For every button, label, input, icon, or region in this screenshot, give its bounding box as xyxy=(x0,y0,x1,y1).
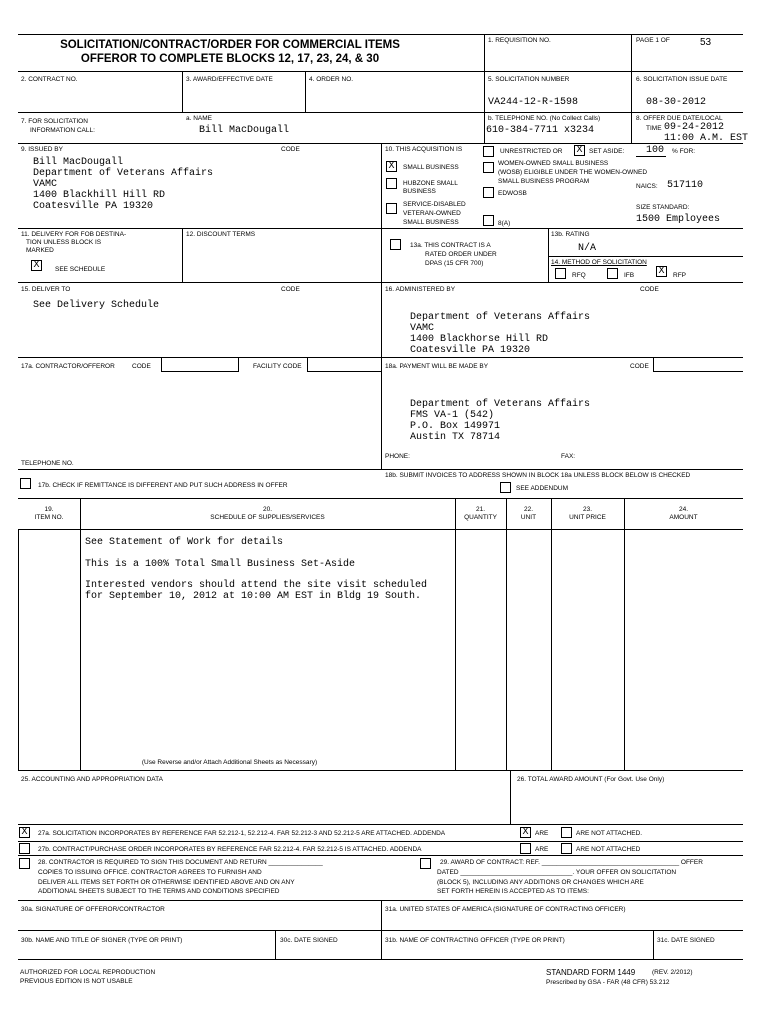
form-title-line2: OFFEROR TO COMPLETE BLOCKS 12, 17, 23, 24, & 30 xyxy=(80,53,380,65)
telephone-no-label: TELEPHONE NO. xyxy=(21,460,74,467)
acquisition-label: 10. THIS ACQUISITION IS xyxy=(385,146,463,153)
item-27a-label: 27a. SOLICITATION INCORPORATES BY REFERENCE FAR 52.212-1, 52.212-4. FAR 52.212-3 AND 52.212-5 ARE ATTACHED. ADDENDA xyxy=(38,830,446,837)
item-27a-checkbox[interactable]: X xyxy=(19,827,30,838)
item-29-line-3: (BLOCK 5), INCLUDING ANY ADDITIONS OR CHANGES WHICH ARE xyxy=(437,879,644,886)
footer-form-name: STANDARD FORM 1449 xyxy=(546,968,636,977)
item-28-line-2: COPIES TO ISSUING OFFICE. CONTRACTOR AGREES TO FURNISH AND xyxy=(38,869,262,876)
sig-31b-label: 31b. NAME OF CONTRACTING OFFICER (TYPE OR PRINT) xyxy=(385,937,565,944)
issued-by-code-label: CODE xyxy=(281,146,300,153)
offer-due-label: 8. OFFER DUE DATE/LOCAL xyxy=(636,115,723,122)
col-23-header xyxy=(551,506,624,522)
administered-code-label: CODE xyxy=(640,286,659,293)
wosb-label-1: WOMEN-OWNED SMALL BUSINESS xyxy=(498,160,609,167)
item-28-line-1: 28. CONTRACTOR IS REQUIRED TO SIGN THIS DOCUMENT AND RETURN _______________ xyxy=(38,859,323,866)
remittance-checkbox[interactable] xyxy=(20,478,31,489)
offer-due-time: 11:00 A.M. EST xyxy=(664,133,749,144)
schedule-line-1: See Statement of Work for details xyxy=(85,537,284,548)
naics-label: NAICS: xyxy=(636,183,658,190)
information-call-label: INFORMATION CALL: xyxy=(30,127,95,134)
col-24-header xyxy=(624,506,743,522)
col-20-header xyxy=(80,506,455,522)
payment-line-4: Austin TX 78714 xyxy=(410,432,501,443)
contractor-code-field[interactable] xyxy=(161,358,239,372)
remittance-label: 17b. CHECK IF REMITTANCE IS DIFFERENT AND PUT SUCH ADDRESS IN OFFER xyxy=(38,482,288,489)
issued-by-line-4: 1400 Blackhill Hill RD xyxy=(33,190,166,201)
footer-prescribed: Prescribed by GSA - FAR (48 CFR) 53.212 xyxy=(546,979,670,986)
rated-label-2: RATED ORDER UNDER xyxy=(425,251,497,258)
for-solicitation-label: 7. FOR SOLICITATION xyxy=(21,118,88,125)
rated-label-3: DPAS (15 CFR 700) xyxy=(425,260,484,267)
fax-label: FAX: xyxy=(561,453,576,460)
administered-line-2: VAMC xyxy=(410,323,435,334)
solicitation-no-value: VA244-12-R-1598 xyxy=(488,97,579,108)
facility-code-label: FACILITY CODE xyxy=(253,363,302,370)
size-standard-value: 1500 Employees xyxy=(636,214,721,225)
item-27b-are-not-label: ARE NOT ATTACHED xyxy=(576,846,641,853)
facility-code-field[interactable] xyxy=(307,358,381,372)
sdvosb-label-1: SERVICE-DISABLED xyxy=(403,201,466,208)
method-label: 14. METHOD OF SOLICITATION xyxy=(551,259,647,266)
percent-for-label: % FOR: xyxy=(672,148,696,155)
telephone-value: 610-384-7711 x3234 xyxy=(486,125,595,136)
payment-code-label: CODE xyxy=(630,363,649,370)
sig-31c-label: 31c. DATE SIGNED xyxy=(657,937,715,944)
order-no-label: 4. ORDER NO. xyxy=(309,76,354,83)
item-28-checkbox[interactable] xyxy=(19,858,30,869)
set-aside-label: SET ASIDE: xyxy=(589,148,625,155)
rating-label: 13b. RATING xyxy=(551,231,590,238)
payment-line-1: Department of Veterans Affairs xyxy=(410,399,591,410)
issued-by-label: 9. ISSUED BY xyxy=(21,146,63,153)
deliver-to-value: See Delivery Schedule xyxy=(33,300,160,311)
see-schedule-checkbox[interactable]: X xyxy=(31,260,42,271)
fob-label-1: 11. DELIVERY FOR FOB DESTINA- xyxy=(21,231,127,238)
item-27b-are-checkbox[interactable] xyxy=(520,843,531,854)
edwosb-label: EDWOSB xyxy=(498,190,527,197)
edwosb-checkbox[interactable] xyxy=(483,187,494,198)
footer-authorized: AUTHORIZED FOR LOCAL REPRODUCTION xyxy=(20,969,156,976)
total-award-label: 26. TOTAL AWARD AMOUNT (For Govt. Use Only) xyxy=(517,776,665,783)
set-aside-percent: 100 xyxy=(646,145,665,156)
col-21-number: 21. xyxy=(475,506,486,513)
item-27a-are-not-label: ARE NOT ATTACHED. xyxy=(576,830,643,837)
item-29-line-1: 29. AWARD OF CONTRACT: REF. ______________________________________ OFFER xyxy=(440,859,703,866)
sig-30c-label: 30c. DATE SIGNED xyxy=(280,937,338,944)
offer-due-date: 09-24-2012 xyxy=(664,122,725,133)
fob-label-2: TION UNLESS BLOCK IS xyxy=(26,239,102,246)
payment-line-3: P.O. Box 149971 xyxy=(410,421,501,432)
award-date-label: 3. AWARD/EFFECTIVE DATE xyxy=(186,76,273,83)
eight-a-checkbox[interactable] xyxy=(483,215,494,226)
footer-revision: (REV. 2/2012) xyxy=(652,969,693,976)
footer-previous-edition: PREVIOUS EDITION IS NOT USABLE xyxy=(20,978,133,985)
rfp-label: RFP xyxy=(673,272,686,279)
administered-line-1: Department of Veterans Affairs xyxy=(410,312,591,323)
hubzone-label-1: HUBZONE SMALL xyxy=(403,180,458,187)
item-29-checkbox[interactable] xyxy=(420,858,431,869)
form-title-line1: SOLICITATION/CONTRACT/ORDER FOR COMMERCIAL ITEMS xyxy=(60,39,400,51)
item-27b-checkbox[interactable] xyxy=(19,843,30,854)
contractor-code-label: CODE xyxy=(132,363,151,370)
item-27b-label: 27b. CONTRACT/PURCHASE ORDER INCORPORATES BY REFERENCE FAR 52.212-4. FAR 52.212-5 IS ATTACHED. ADDENDA xyxy=(38,846,422,853)
col-21-header xyxy=(455,506,506,522)
col-19-number: 19. xyxy=(44,506,54,513)
deliver-to-code-label: CODE xyxy=(281,286,300,293)
item-27a-are-checkbox[interactable]: X xyxy=(520,827,531,838)
time-label: TIME xyxy=(646,125,662,132)
rating-value: N/A xyxy=(578,243,597,254)
telephone-label: b. TELEPHONE NO. (No Collect Calls) xyxy=(488,115,601,122)
small-business-checkbox[interactable]: X xyxy=(386,161,397,172)
schedule-line-6: for September 10, 2012 at 10:00 AM EST in Bldg 19 South. xyxy=(85,591,422,602)
discount-terms-label: 12. DISCOUNT TERMS xyxy=(186,231,256,238)
small-business-label: SMALL BUSINESS xyxy=(403,164,459,171)
col-22-number: 22. xyxy=(523,506,534,513)
contract-no-label: 2. CONTRACT NO. xyxy=(21,76,78,83)
ifb-label: IFB xyxy=(624,272,635,279)
wosb-label-3: SMALL BUSINESS PROGRAM xyxy=(498,178,590,185)
form-title xyxy=(20,38,440,66)
contact-name-label: a. NAME xyxy=(186,115,213,122)
rfq-checkbox[interactable] xyxy=(555,268,566,279)
eight-a-label: 8(A) xyxy=(498,220,511,227)
schedule-line-3: This is a 100% Total Small Business Set-Aside xyxy=(85,559,356,570)
unrestricted-label: UNRESTRICTED OR xyxy=(500,148,563,155)
contact-name-value: Bill MacDougall xyxy=(199,125,290,136)
issued-by-line-5: Coatesville PA 19320 xyxy=(33,201,154,212)
issue-date-value: 08-30-2012 xyxy=(646,97,707,108)
naics-value: 517110 xyxy=(667,180,704,191)
rfp-checkbox[interactable]: X xyxy=(656,266,667,277)
item-27a-are-label: ARE xyxy=(535,830,549,837)
rfq-label: RFQ xyxy=(572,272,586,279)
sig-31a-label: 31a. UNITED STATES OF AMERICA (SIGNATURE OF CONTRACTING OFFICER) xyxy=(385,906,626,913)
page-total: 53 xyxy=(700,37,712,48)
col-23-number: 23. xyxy=(582,506,593,513)
unrestricted-checkbox[interactable] xyxy=(483,146,494,157)
sdvosb-label-3: SMALL BUSINESS xyxy=(403,219,459,226)
invoice-label: 18b. SUBMIT INVOICES TO ADDRESS SHOWN IN BLOCK 18a UNLESS BLOCK BELOW IS CHECKED xyxy=(385,472,691,479)
col-24-title: AMOUNT xyxy=(669,514,698,521)
payment-line-2: FMS VA-1 (542) xyxy=(410,410,495,421)
col-23-title: UNIT PRICE xyxy=(569,514,606,521)
sig-30b-label: 30b. NAME AND TITLE OF SIGNER (TYPE OR PRINT) xyxy=(21,937,183,944)
see-schedule-label: SEE SCHEDULE xyxy=(55,266,106,273)
see-addendum-label: SEE ADDENDUM xyxy=(516,485,569,492)
accounting-label: 25. ACCOUNTING AND APPROPRIATION DATA xyxy=(21,776,163,783)
wosb-label-2: (WOSB) ELIGIBLE UNDER THE WOMEN-OWNED xyxy=(498,169,648,176)
requisition-no-label: 1. REQUISITION NO. xyxy=(488,37,551,44)
schedule-line-5: Interested vendors should attend the site visit scheduled xyxy=(85,580,428,591)
sig-30a-label: 30a. SIGNATURE OF OFFEROR/CONTRACTOR xyxy=(21,906,165,913)
col-24-number: 24. xyxy=(678,506,689,513)
administered-line-3: 1400 Blackhorse Hill RD xyxy=(410,334,549,345)
page-label: PAGE 1 OF xyxy=(636,37,670,44)
issued-by-line-3: VAMC xyxy=(33,179,58,190)
sdvosb-label-2: VETERAN-OWNED xyxy=(403,210,461,217)
size-standard-label: SIZE STANDARD: xyxy=(636,204,690,211)
wosb-checkbox[interactable] xyxy=(483,162,494,173)
col-20-number: 20. xyxy=(262,506,273,513)
set-aside-checkbox[interactable]: X xyxy=(574,145,585,156)
phone-label: PHONE: xyxy=(385,453,410,460)
col-22-title: UNIT xyxy=(520,514,537,521)
col-19-header xyxy=(18,506,80,522)
hubzone-label-2: BUSINESS xyxy=(403,188,436,195)
issued-by-line-1: Bill MacDougall xyxy=(33,157,124,168)
solicitation-no-label: 5. SOLICITATION NUMBER xyxy=(488,76,570,83)
payment-label: 18a. PAYMENT WILL BE MADE BY xyxy=(385,363,489,370)
item-28-line-4: ADDITIONAL SHEETS SUBJECT TO THE TERMS AND CONDITIONS SPECIFIED xyxy=(38,888,280,895)
rated-label-1: 13a. THIS CONTRACT IS A xyxy=(410,242,491,249)
col-19-title: ITEM NO. xyxy=(34,514,64,521)
contractor-label: 17a. CONTRACTOR/OFFEROR xyxy=(21,363,115,370)
deliver-to-label: 15. DELIVER TO xyxy=(21,286,71,293)
rated-order-checkbox[interactable] xyxy=(390,239,401,250)
issued-by-line-2: Department of Veterans Affairs xyxy=(33,168,214,179)
col-22-header xyxy=(506,506,551,522)
see-addendum-checkbox[interactable] xyxy=(500,482,511,493)
fob-label-3: MARKED xyxy=(26,247,54,254)
item-29-line-2: DATED _______________________________. YOUR OFFER ON SOLICITATION xyxy=(437,869,677,876)
item-28-line-3: DELIVER ALL ITEMS SET FORTH OR OTHERWISE IDENTIFIED ABOVE AND ON ANY xyxy=(38,879,295,886)
item-27b-are-not-checkbox[interactable] xyxy=(561,843,572,854)
col-21-title: QUANTITY xyxy=(464,514,497,521)
ifb-checkbox[interactable] xyxy=(607,268,618,279)
hubzone-checkbox[interactable] xyxy=(386,178,397,189)
issue-date-label: 6. SOLICITATION ISSUE DATE xyxy=(636,76,728,83)
item-29-line-4: SET FORTH HEREIN IS ACCEPTED AS TO ITEMS: xyxy=(437,888,589,895)
item-27a-are-not-checkbox[interactable] xyxy=(561,827,572,838)
col-20-title: SCHEDULE OF SUPPLIES/SERVICES xyxy=(210,514,325,521)
reverse-note: (Use Reverse and/or Attach Additional Sheets as Necessary) xyxy=(141,759,318,766)
payment-code-field[interactable] xyxy=(653,358,743,372)
sdvosb-checkbox[interactable] xyxy=(386,203,397,214)
item-27b-are-label: ARE xyxy=(535,846,549,853)
administered-by-label: 16. ADMINISTERED BY xyxy=(385,286,456,293)
administered-line-4: Coatesville PA 19320 xyxy=(410,345,531,356)
